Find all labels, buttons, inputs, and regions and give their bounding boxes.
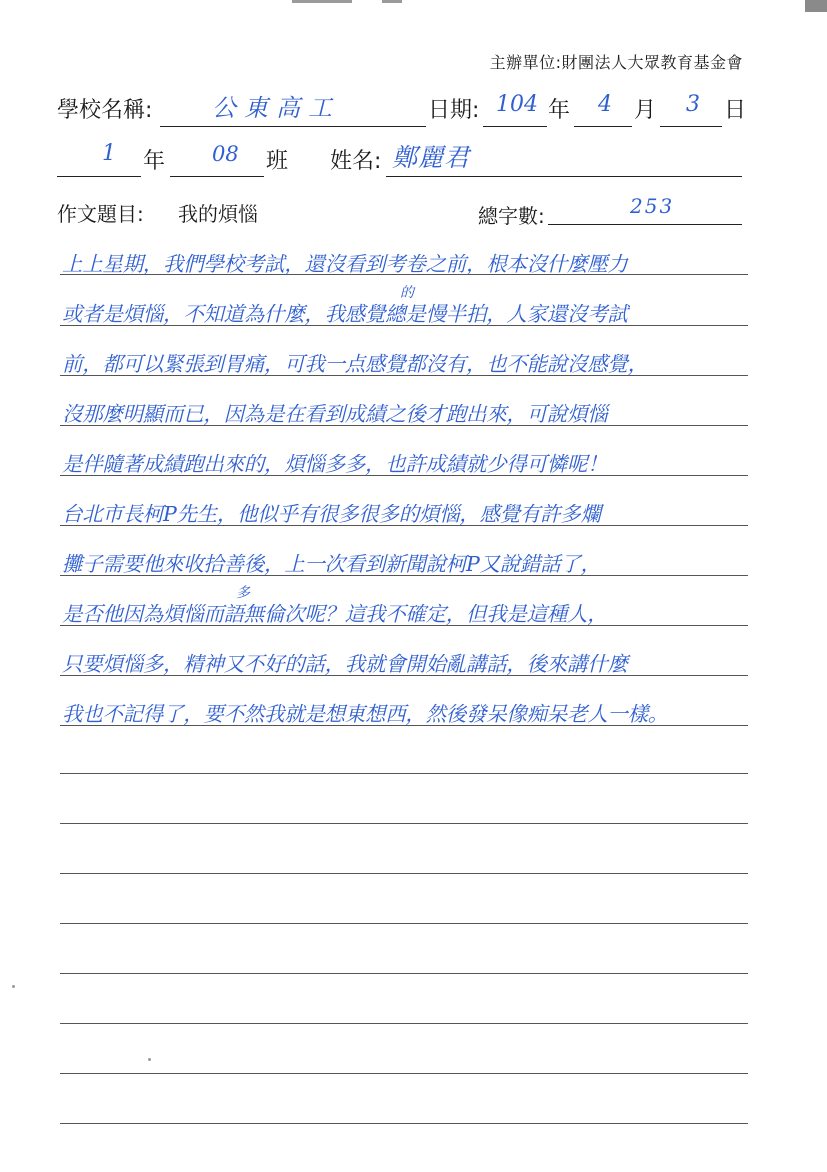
scan-mark [292, 0, 352, 3]
grade-field [57, 146, 141, 177]
class-label: 班 [266, 149, 289, 174]
scan-edge [805, 0, 827, 12]
ruled-line [60, 973, 748, 974]
date-day: 3 [686, 92, 700, 117]
ruled-line [60, 773, 748, 774]
date-label: 日期: [428, 98, 480, 123]
essay-title-label: 作文題目: [57, 202, 144, 226]
essay-insertion: 多 [236, 585, 250, 601]
essay-line: 沒那麼明顯而已，因為是在看到成績之後才跑出來，可說煩惱 [62, 402, 608, 426]
essay-title: 我的煩惱 [178, 202, 258, 226]
class-value: 08 [212, 142, 239, 166]
essay-line: 只要煩惱多，精神又不好的話，我就會開始亂講話，後來講什麼 [62, 652, 628, 676]
ruled-line [60, 1023, 748, 1024]
date-month: 4 [598, 92, 612, 117]
essay-line: 是伴隨著成績跑出來的，煩惱多多，也許成績就少得可憐呢！ [62, 452, 608, 476]
essay-line: 上上星期，我們學校考試，還沒看到考卷之前，根本沒什麼壓力 [62, 252, 628, 276]
scan-speck [148, 1058, 151, 1061]
year-label: 年 [548, 98, 571, 123]
name-value: 鄭麗君 [392, 143, 471, 172]
ruled-line [60, 873, 748, 874]
essay-insertion: 的 [400, 285, 414, 301]
ruled-line [60, 923, 748, 924]
essay-line: 是否他因為煩惱而語無倫次呢？這我不確定，但我是這種人， [62, 602, 608, 626]
scan-mark [382, 0, 402, 3]
name-label: 姓名: [330, 149, 382, 174]
school-label: 學校名稱: [57, 98, 153, 123]
essay-line: 攤子需要他來收拾善後，上一次看到新聞說柯P又說錯話了， [62, 552, 601, 576]
ruled-line [60, 1073, 748, 1074]
day-label: 日 [724, 98, 747, 123]
grade-label: 年 [143, 149, 166, 174]
ruled-line [60, 823, 748, 824]
scan-speck [12, 985, 15, 988]
essay-line: 台北市長柯P先生，他似乎有很多很多的煩惱，感覺有許多爛 [62, 502, 601, 526]
word-count-value: 253 [630, 194, 675, 218]
word-count-label: 總字數: [478, 204, 545, 228]
month-label: 月 [634, 98, 657, 123]
essay-line: 我也不記得了，要不然我就是想東想西，然後發呆像痴呆老人一樣。 [62, 702, 668, 726]
ruled-line [60, 1123, 748, 1124]
essay-line: 前，都可以緊張到胃痛，可我一点感覺都沒有，也不能說沒感覺， [62, 352, 648, 376]
grade-value: 1 [102, 141, 116, 166]
sponsor-label: 主辦單位:財團法人大眾教育基金會 [489, 53, 743, 72]
date-year: 104 [496, 92, 538, 117]
essay-line: 或者是煩惱，不知道為什麼，我感覺總是慢半拍，人家還沒考試 [62, 302, 628, 326]
school-value: 公東高工 [212, 94, 340, 122]
